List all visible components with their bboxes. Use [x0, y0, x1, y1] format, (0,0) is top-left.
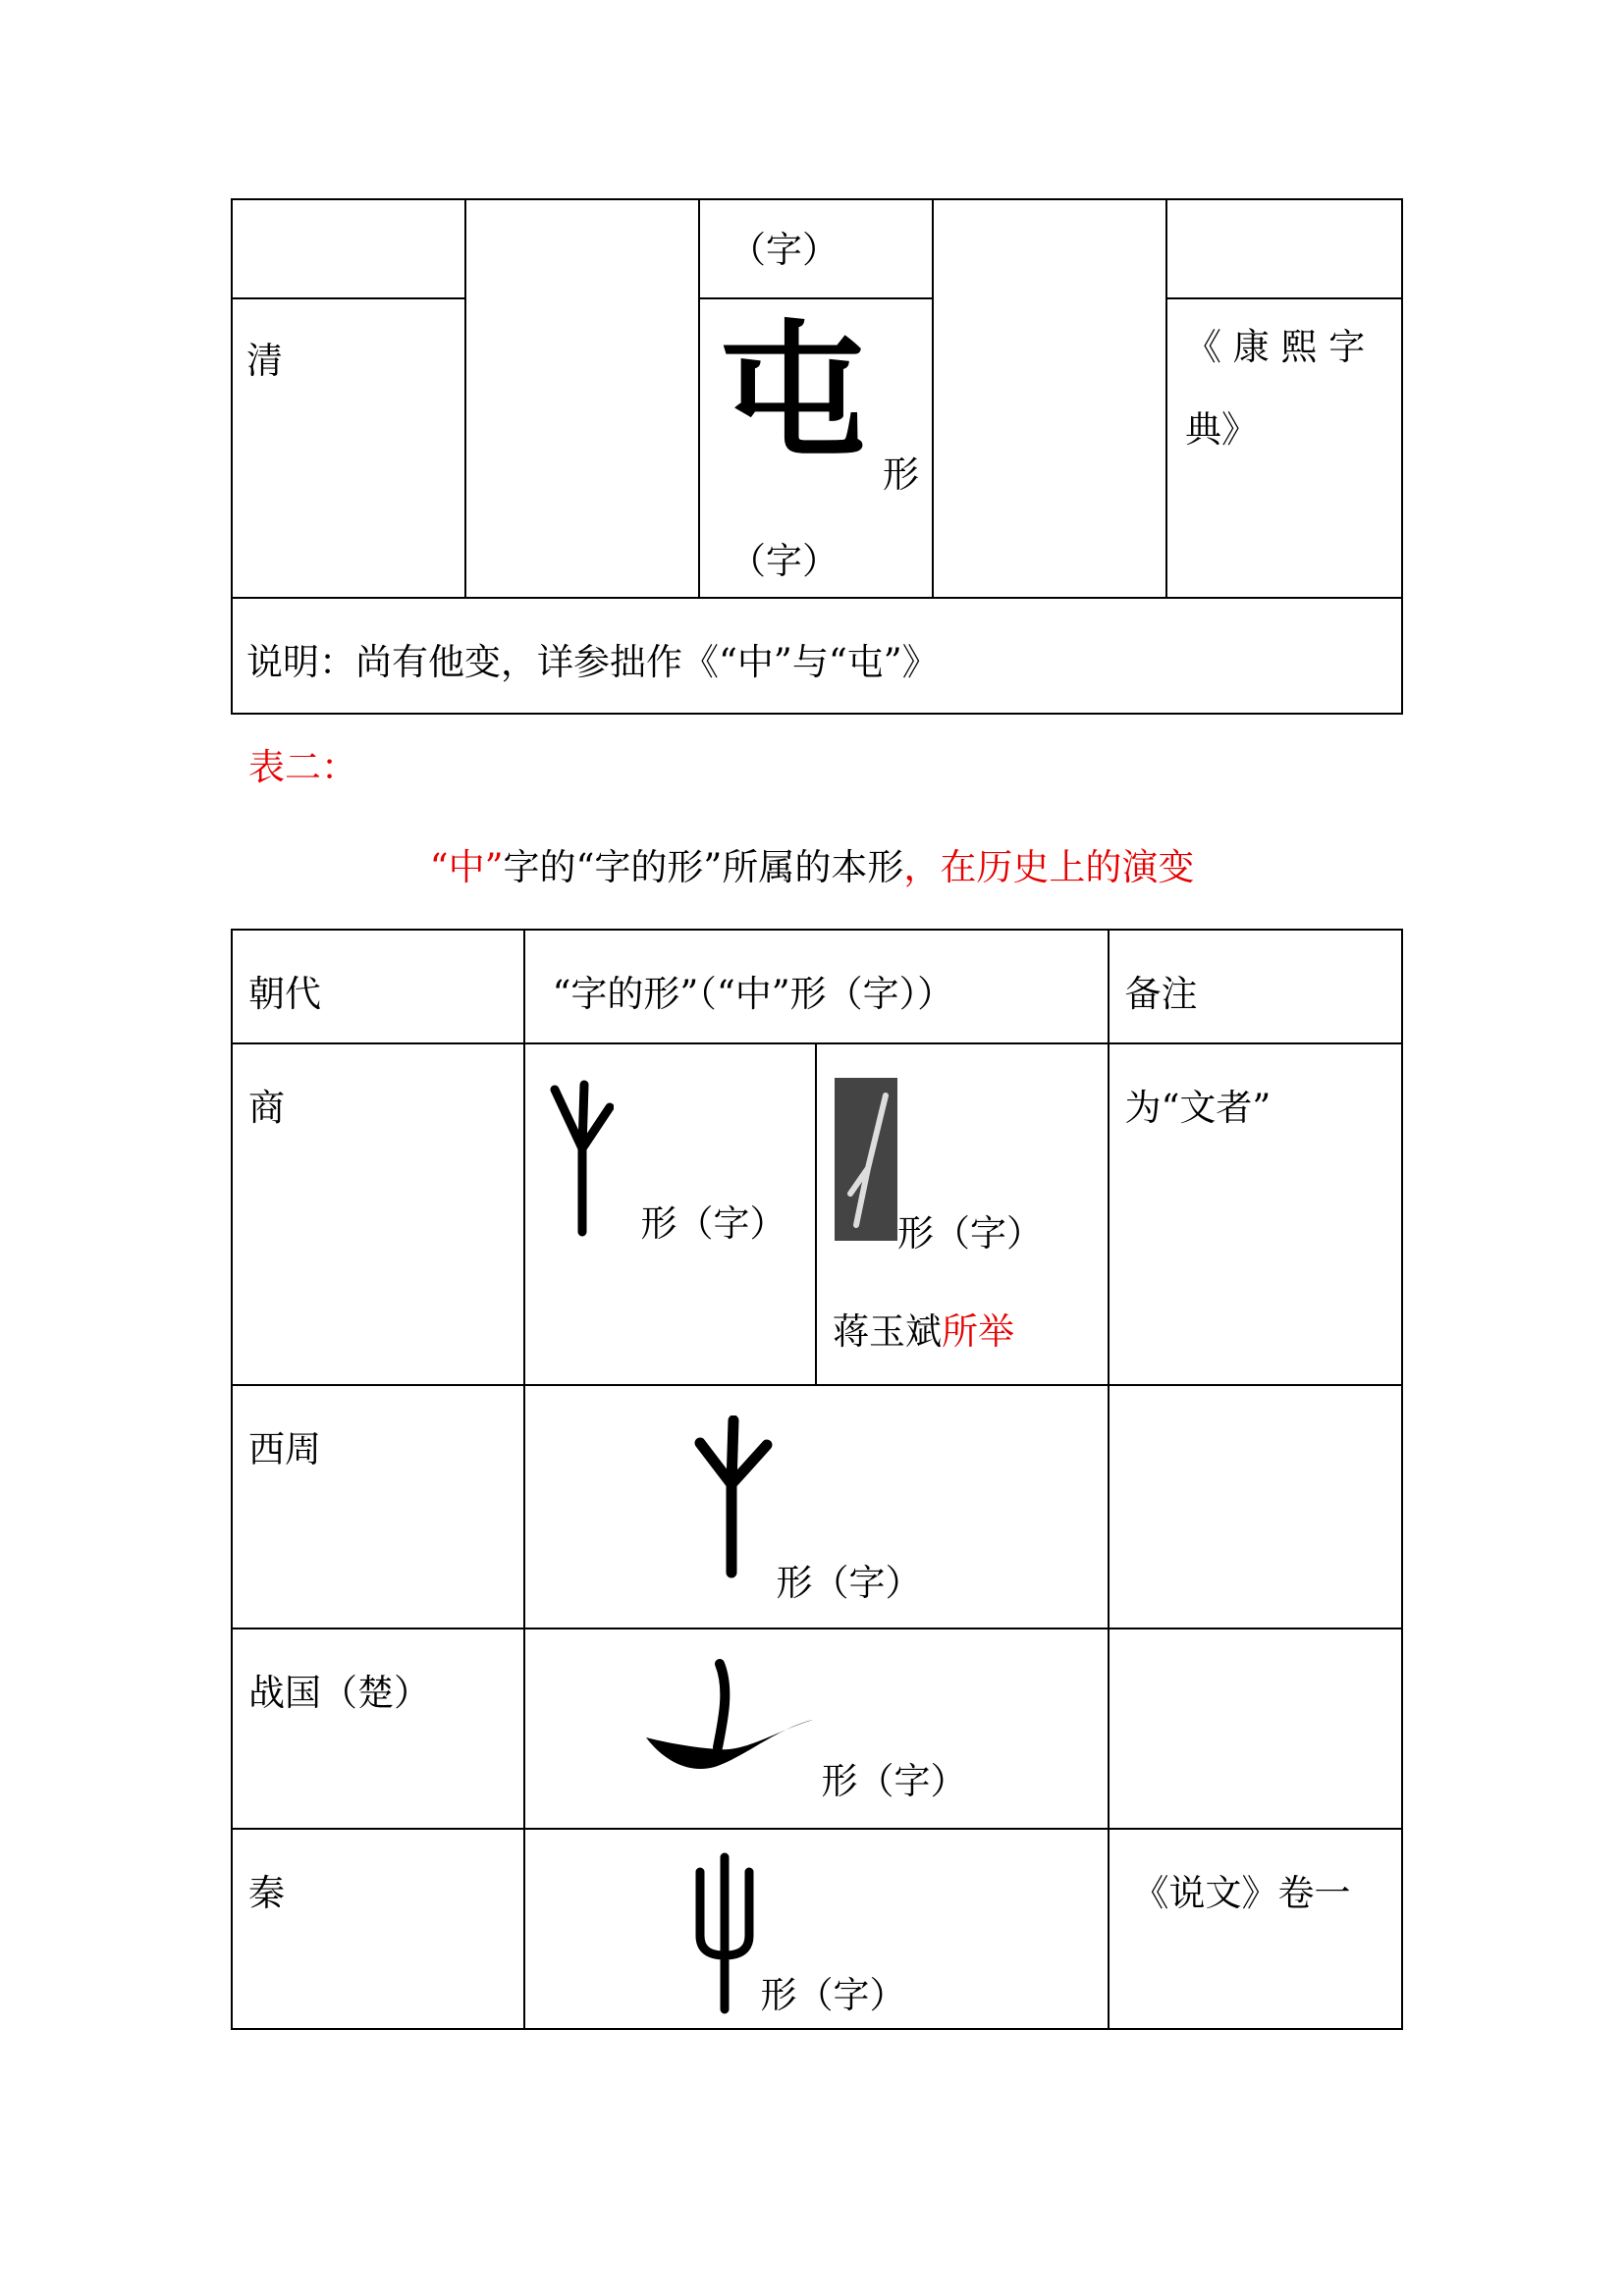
char-label: （字）: [730, 540, 839, 582]
table-row-dynasty: [232, 1829, 524, 2029]
table-two-title: 表二：: [248, 746, 357, 788]
remark-cell: [1109, 1043, 1403, 1385]
table-two-caption: [0, 846, 1624, 889]
table-row-dynasty: [232, 1385, 524, 1629]
table1-cell: [1166, 298, 1402, 598]
glyph-cell: [524, 1043, 817, 1385]
header-remarks: 备注: [1124, 973, 1198, 1015]
glyph-cell: [816, 1043, 1109, 1385]
rubbing-zhong-glyph: [835, 1078, 897, 1241]
caption-part-1: “中”: [429, 846, 504, 888]
glyph-cell: [524, 1629, 1109, 1829]
header-dynasty: 朝代: [248, 973, 321, 1015]
dynasty-shang: 商: [248, 1087, 285, 1129]
remark-text: 为“文者”: [1124, 1087, 1272, 1129]
form-label: 形（字）: [640, 1202, 786, 1245]
source-note: 蒋玉斌所举: [833, 1310, 1014, 1353]
form-label: 形: [883, 454, 919, 496]
table1-cell: [699, 298, 933, 598]
table-two: [231, 929, 1403, 2030]
form-label: 形（字）: [760, 1974, 906, 2016]
oracle-zhong-glyph: [545, 1080, 614, 1237]
glyph-cell: [524, 1385, 1109, 1629]
dynasty-warring-states-chu: 战国（楚）: [248, 1672, 430, 1714]
table1-cell: [232, 199, 465, 298]
dynasty-qin: 秦: [248, 1872, 285, 1914]
table-row-dynasty: [232, 1043, 524, 1385]
chu-zhong-glyph: [641, 1659, 818, 1787]
form-label: 形（字）: [776, 1562, 922, 1604]
bronze-zhong-glyph: [690, 1415, 779, 1582]
dynasty-label: 清: [246, 340, 283, 382]
remark-cell: [1109, 1629, 1403, 1829]
table1-note-cell: [232, 598, 1402, 714]
header-cell: [1109, 930, 1403, 1043]
form-label: 形（字）: [821, 1760, 967, 1802]
source-line-1: 《 康 熙 字: [1185, 326, 1366, 368]
table1-cell: [465, 199, 699, 598]
caption-part-3: ，在历史上的演变: [903, 846, 1195, 888]
table1-cell: [699, 199, 933, 298]
table-row-dynasty: [232, 1629, 524, 1829]
glyph-cell: [524, 1829, 1109, 2029]
header-cell: [232, 930, 524, 1043]
table1-cell: [1166, 199, 1402, 298]
seal-zhong-glyph: [690, 1847, 759, 2014]
table-one: [231, 198, 1403, 715]
form-label: 形（字）: [897, 1212, 1043, 1255]
glyph-label: （字）: [730, 229, 839, 271]
glyph-tun: 屯: [720, 307, 868, 478]
remark-text: 《说文》卷一: [1132, 1872, 1351, 1914]
table1-cell: [232, 298, 465, 598]
note-text: 说明：尚有他变，详参拙作《“中”与“屯”》: [246, 641, 939, 683]
table1-cell: [933, 199, 1166, 598]
header-cell: [524, 930, 1109, 1043]
remark-cell: [1109, 1385, 1403, 1629]
remark-cell: [1109, 1829, 1403, 2029]
source-line-2: 典》: [1185, 408, 1258, 451]
caption-part-2: 字的“字的形”所属的本形: [503, 846, 904, 888]
dynasty-western-zhou: 西周: [248, 1428, 321, 1470]
header-form: “字的形”（“中”形（字））: [552, 973, 954, 1015]
